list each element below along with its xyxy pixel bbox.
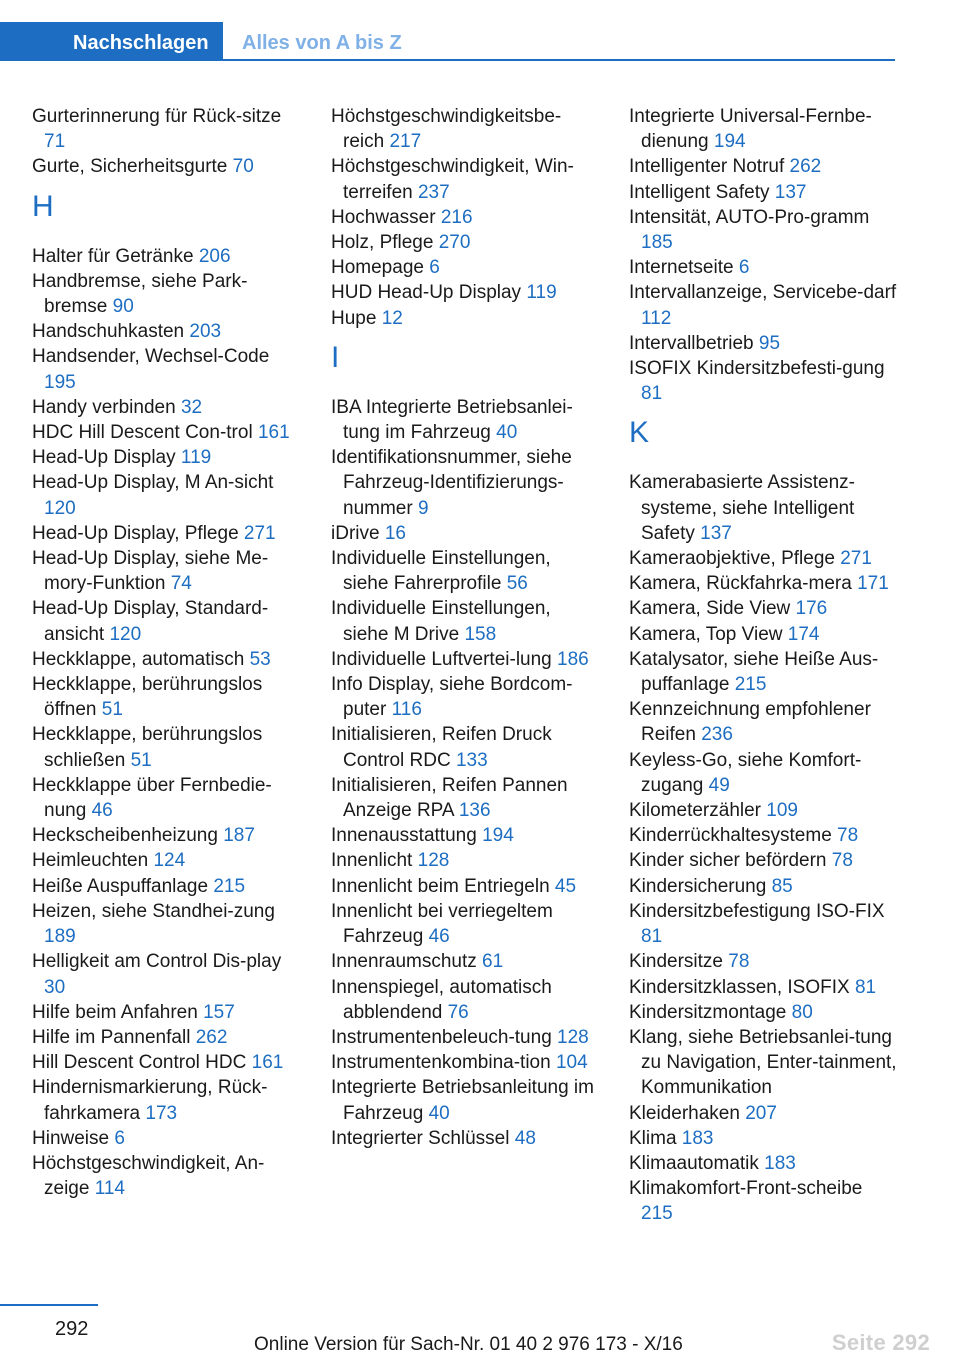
page-reference-link[interactable]: 119 (526, 282, 557, 304)
index-entry (629, 975, 897, 1000)
index-entry-term: Kleiderhaken (629, 1102, 740, 1124)
index-entry (32, 647, 302, 672)
index-entry-term: Kilometerzähler (629, 800, 761, 822)
page-reference-link[interactable]: 70 (232, 156, 254, 178)
index-entry-term: Innenraumschutz (331, 951, 477, 973)
index-entry-term: Homepage (331, 257, 424, 279)
page-reference-link[interactable]: 173 (145, 1102, 178, 1124)
page-reference-link[interactable]: 53 (249, 648, 271, 670)
page-reference-link[interactable]: 176 (795, 598, 828, 620)
index-entry-term: Höchstgeschwindigkeit, An‐zeige (32, 1152, 265, 1200)
page-reference-link[interactable]: 40 (496, 422, 518, 444)
tab-nachschlagen[interactable]: Nachschlagen (0, 22, 223, 61)
index-entry-term: Info Display, siehe Bordcom‐puter (331, 674, 573, 721)
page-reference-link[interactable]: 49 (708, 774, 730, 796)
index-entry-term: Kamerabasierte Assistenz‐systeme, siehe Intelligent Safety (629, 472, 855, 544)
page-reference-link[interactable]: 30 (44, 976, 66, 998)
page-reference-link[interactable]: 46 (428, 926, 450, 948)
index-entry (32, 848, 302, 873)
page-reference-link[interactable]: 161 (251, 1052, 284, 1074)
page-reference-link[interactable]: 124 (153, 850, 186, 872)
index-column-2 (331, 104, 601, 1151)
index-entry (629, 470, 897, 546)
index-entry (331, 773, 601, 823)
index-entry (32, 104, 302, 154)
section-letter: I (331, 340, 340, 374)
page-reference-link[interactable]: 262 (195, 1026, 228, 1048)
page-reference-link[interactable]: 90 (112, 296, 134, 318)
index-entry (629, 280, 897, 330)
index-entry (331, 975, 601, 1025)
page-reference-link[interactable]: 271 (243, 522, 276, 544)
index-entry (629, 1025, 897, 1101)
index-entry-term: Kennzeichnung empfohlener Reifen (629, 699, 871, 746)
page-reference-link[interactable]: 119 (180, 447, 212, 469)
page-reference-link[interactable]: 203 (189, 321, 222, 343)
page-reference-link[interactable]: 12 (381, 307, 403, 329)
page-reference-link[interactable]: 262 (789, 156, 822, 178)
index-entry-term: Hill Descent Control HDC (32, 1052, 247, 1074)
page-reference-link[interactable]: 206 (198, 245, 231, 267)
page-reference-link[interactable]: 215 (641, 1203, 673, 1225)
index-entry (331, 280, 601, 305)
index-entry (629, 848, 897, 873)
index-entry (32, 899, 302, 949)
page-reference-link[interactable]: 137 (700, 522, 732, 544)
page-header (0, 22, 895, 62)
index-entry-term: Kameraobjektive, Pflege (629, 548, 835, 570)
index-entry (331, 1050, 601, 1075)
index-entry (32, 1126, 302, 1151)
page-reference-link[interactable]: 46 (91, 800, 113, 822)
page-reference-link[interactable]: 183 (764, 1152, 796, 1174)
index-entry-term: Heckklappe, berührungslos öffnen (32, 674, 263, 721)
page-reference-link[interactable]: 71 (44, 131, 66, 153)
page-reference-link[interactable]: 120 (44, 497, 76, 519)
index-entry (32, 1151, 302, 1201)
index-entry (629, 748, 897, 798)
index-entry (32, 1000, 302, 1025)
index-entry-term: Hilfe im Pannenfall (32, 1026, 191, 1048)
page-reference-link[interactable]: 215 (213, 875, 246, 897)
page-reference-link[interactable]: 215 (734, 674, 767, 696)
page-reference-link[interactable]: 61 (482, 951, 504, 973)
index-entry-term: Holz, Pflege (331, 232, 434, 254)
section-letter: K (629, 416, 650, 450)
index-entry (629, 697, 897, 747)
index-entry-term: Heckklappe, berührungslos schließen (32, 724, 263, 771)
index-entry (629, 899, 897, 949)
index-entry (32, 244, 302, 269)
index-column-1 (32, 104, 302, 1201)
page-reference-link[interactable]: 271 (840, 548, 872, 570)
page-reference-link[interactable]: 48 (514, 1127, 536, 1149)
index-entry (629, 1000, 897, 1025)
page-reference-link[interactable]: 133 (455, 749, 488, 771)
index-entry (629, 1176, 897, 1226)
page-reference-link[interactable]: 16 (384, 522, 406, 544)
index-entry (32, 1025, 302, 1050)
index-entry-term: Kamera, Top View (629, 623, 783, 645)
index-entry (32, 395, 302, 420)
page-reference-link[interactable]: 187 (223, 825, 255, 847)
index-entry (32, 319, 302, 344)
index-entry (629, 874, 897, 899)
page-reference-link[interactable]: 56 (506, 573, 528, 595)
page-reference-link[interactable]: 194 (482, 825, 514, 847)
index-entry (32, 823, 302, 848)
page-reference-link[interactable]: 81 (854, 976, 877, 998)
index-entry-term: Kamera, Rückfahrka‐mera (629, 573, 852, 595)
page-reference-link[interactable]: 78 (831, 850, 853, 872)
index-entry (331, 255, 601, 280)
page-reference-link[interactable]: 116 (391, 699, 422, 721)
index-entry (331, 848, 601, 873)
page-reference-link[interactable]: 9 (417, 497, 429, 519)
index-entry (629, 622, 897, 647)
page-reference-link[interactable]: 128 (417, 850, 450, 872)
index-entry (629, 331, 897, 356)
section-letter: H (32, 189, 54, 223)
index-entry-term: Individuelle Einstellungen, siehe Fahrerprofile (331, 548, 551, 595)
page-reference-link[interactable]: 78 (837, 825, 859, 847)
page-reference-link[interactable]: 207 (745, 1102, 777, 1124)
index-entry-term: Kindersitzbefestigung ISO‐FIX (629, 900, 885, 922)
index-entry (331, 596, 601, 646)
page-reference-link[interactable]: 185 (641, 232, 673, 254)
index-entry (629, 205, 897, 255)
index-entry (331, 1075, 601, 1125)
index-entry (629, 104, 897, 154)
index-entry (331, 104, 601, 154)
index-entry-term: Innenlicht (331, 850, 413, 872)
index-entry-term: Klang, siehe Betriebsanlei‐tung zu Navigation, Enter‐tainment, Kommunikation (629, 1026, 897, 1099)
page-reference-link[interactable]: 195 (44, 371, 76, 393)
index-entry-term: Kinder sicher befördern (629, 850, 827, 872)
index-entry (331, 395, 601, 445)
index-entry (331, 205, 601, 230)
page-reference-link[interactable]: 158 (464, 623, 497, 645)
index-entry (32, 1075, 302, 1125)
index-entry-term: Innenlicht beim Entriegeln (331, 875, 550, 897)
page-reference-link[interactable]: 186 (557, 648, 589, 670)
index-entry-term: Handschuhkasten (32, 321, 185, 343)
page-reference-link[interactable]: 6 (114, 1127, 125, 1149)
index-entry-term: Klimaautomatik (629, 1152, 759, 1174)
page-reference-link[interactable]: 74 (170, 573, 192, 595)
index-entry-term: Head-Up Display, Standard‐ansicht (32, 598, 269, 645)
index-entry-term: Integrierte Betriebsanleitung im Fahrzeug (331, 1077, 594, 1124)
index-entry-term: Heckklappe über Fernbedie‐nung (32, 774, 272, 822)
index-entry-term: Initialisieren, Reifen Pannen Anzeige RPA (331, 774, 568, 822)
index-entry-term: Helligkeit am Control Dis‐play (32, 951, 282, 973)
page-reference-link[interactable]: 236 (701, 724, 733, 746)
index-entry-term: Intelligent Safety (629, 181, 770, 203)
page-reference-link[interactable]: 171 (857, 573, 889, 595)
page-reference-link[interactable]: 32 (180, 396, 203, 418)
index-entry (32, 874, 302, 899)
index-entry (32, 269, 302, 319)
index-entry-term: Innenspiegel, automatisch abblendend (331, 976, 552, 1023)
index-entry-term: HUD Head-Up Display (331, 282, 522, 304)
index-entry (629, 1126, 897, 1151)
index-entry (32, 1050, 302, 1075)
index-entry-term: Intelligenter Notruf (629, 156, 785, 178)
index-entry-term: Intervallanzeige, Servicebe‐darf (629, 282, 897, 304)
index-entry-term: Heiße Auspuffanlage (32, 875, 209, 897)
page-reference-link[interactable]: 40 (428, 1102, 450, 1124)
index-entry-term: Höchstgeschwindigkeitsbe‐reich (331, 106, 562, 153)
index-entry-term: Kindersicherung (629, 875, 767, 897)
index-entry (32, 546, 302, 596)
page-reference-link[interactable]: 80 (791, 1001, 813, 1023)
page-reference-link[interactable]: 189 (44, 926, 76, 948)
page-reference-link[interactable]: 174 (787, 623, 820, 645)
index-entry (331, 874, 601, 899)
index-entry-term: Kindersitzklassen, ISOFIX (629, 976, 850, 998)
index-entry (331, 1025, 601, 1050)
index-entry (629, 571, 897, 596)
index-entry-term: Handy verbinden (32, 396, 176, 418)
index-entry-term: Intensität, AUTO-Pro‐gramm (629, 206, 870, 228)
page-reference-link[interactable]: 45 (554, 875, 577, 897)
index-entry-term: Kindersitzmontage (629, 1001, 787, 1023)
index-entry (629, 180, 897, 205)
index-entry-term: Head-Up Display, M An‐sicht (32, 472, 274, 494)
index-entry (32, 722, 302, 772)
index-entry (32, 470, 302, 520)
index-entry-term: Halter für Getränke (32, 245, 194, 267)
tab-alles-von-a-bis-z[interactable]: Alles von A bis Z (242, 32, 402, 54)
index-entry-term: Kinderrückhaltesysteme (629, 825, 832, 847)
index-entry (32, 949, 302, 999)
index-entry (331, 230, 601, 255)
page-reference-link[interactable]: 217 (389, 131, 422, 153)
page-reference-link[interactable]: 112 (641, 307, 672, 329)
page-reference-link[interactable]: 136 (458, 800, 491, 822)
page-reference-link[interactable]: 104 (555, 1052, 588, 1074)
index-entry (629, 823, 897, 848)
index-entry (32, 420, 302, 445)
index-entry-term: Integrierte Universal-Fernbe‐dienung (629, 106, 872, 153)
index-entry-term: ISOFIX Kindersitzbefesti‐gung (629, 358, 885, 380)
index-entry (32, 344, 302, 394)
page-reference-link[interactable]: 237 (417, 181, 450, 203)
page-reference-link[interactable]: 6 (429, 257, 440, 279)
index-entry-term: Intervallbetrieb (629, 332, 754, 354)
index-entry-term: Katalysator, siehe Heiße Aus‐puffanlage (629, 648, 879, 696)
page-reference-link[interactable]: 51 (101, 699, 123, 721)
index-entry-term: Klimakomfort-Front‐scheibe (629, 1178, 863, 1200)
page-reference-link[interactable]: 76 (447, 1001, 469, 1023)
index-entry-term: Internetseite (629, 257, 734, 279)
index-entry (629, 1101, 897, 1126)
index-entry-term: Hilfe beim Anfahren (32, 1001, 198, 1023)
index-entry-term: Innenausstattung (331, 825, 477, 847)
index-entry-term: Kindersitze (629, 951, 723, 973)
index-entry (331, 722, 601, 772)
index-entry-term: Hupe (331, 307, 377, 329)
page-reference-link[interactable]: 114 (94, 1178, 125, 1200)
index-entry (629, 596, 897, 621)
page-reference-link[interactable]: 78 (728, 951, 750, 973)
index-entry-term: Handsender, Wechsel‐Code (32, 346, 270, 368)
index-entry-term: Innenlicht bei verriegeltem Fahrzeug (331, 900, 553, 948)
index-entry (331, 647, 601, 672)
index-entry-term: Heckklappe, automatisch (32, 648, 245, 670)
index-entry-term: Head-Up Display, Pflege (32, 522, 239, 544)
page-reference-link[interactable]: 183 (681, 1127, 714, 1149)
page-reference-link[interactable]: 6 (738, 257, 750, 279)
index-entry (331, 521, 601, 546)
header-rule (0, 59, 895, 61)
index-entry (331, 823, 601, 848)
index-entry-term: Höchstgeschwindigkeit, Win‐terreifen (331, 156, 574, 203)
page-reference-link[interactable]: 157 (203, 1001, 235, 1023)
index-entry (331, 306, 601, 331)
index-entry (629, 949, 897, 974)
index-entry (32, 672, 302, 722)
index-entry-term: Keyless-Go, siehe Komfort‐zugang (629, 749, 862, 796)
page-reference-link[interactable]: 81 (641, 926, 663, 948)
index-entry (331, 154, 601, 204)
index-entry-term: Hindernismarkierung, Rück‐fahrkamera (32, 1077, 268, 1124)
page-reference-link[interactable]: 109 (766, 800, 798, 822)
index-entry-term: Instrumentenbeleuch‐tung (331, 1026, 552, 1048)
index-entry (629, 798, 897, 823)
index-entry-term: Individuelle Einstellungen, siehe M Drive (331, 598, 551, 645)
watermark: Seite 292 (831, 1330, 930, 1355)
footer-rule (0, 1304, 98, 1306)
index-entry-term: Hinweise (32, 1127, 110, 1149)
index-entry (331, 899, 601, 949)
page-reference-link[interactable]: 216 (440, 206, 473, 228)
index-entry-term: Instrumentenkombina‐tion (331, 1052, 551, 1074)
index-entry (32, 596, 302, 646)
index-entry (629, 1151, 897, 1176)
index-entry-term: Heizen, siehe Standhei‐zung (32, 900, 275, 922)
index-entry-term: Heckscheibenheizung (32, 825, 218, 847)
index-entry-term: Handbremse, siehe Park‐bremse (32, 270, 248, 318)
index-entry (629, 255, 897, 280)
index-entry (32, 445, 302, 470)
index-entry (32, 521, 302, 546)
page-reference-link[interactable]: 270 (438, 232, 471, 254)
index-entry-term: Kamera, Side View (629, 598, 791, 620)
index-entry (331, 1126, 601, 1151)
index-entry (629, 647, 897, 697)
index-entry (629, 546, 897, 571)
page-reference-link[interactable]: 137 (774, 181, 807, 203)
index-entry-term: Gurterinnerung für Rück‐sitze (32, 106, 282, 127)
page-reference-link[interactable]: 81 (641, 383, 663, 405)
page-reference-link[interactable]: 161 (257, 422, 290, 444)
index-column-3 (629, 104, 897, 1227)
index-entry (32, 773, 302, 823)
index-entry-term: Head-Up Display, siehe Me‐mory-Funktion (32, 548, 269, 595)
index-entry (331, 672, 601, 722)
index-entry-term: Individuelle Luftvertei‐lung (331, 648, 552, 670)
index-entry-term: HDC Hill Descent Con‐trol (32, 422, 253, 444)
online-version-note: Online Version für Sach-Nr. 01 40 2 976 173 - X/16 (254, 1334, 683, 1355)
index-entry (331, 546, 601, 596)
index-entry (331, 445, 601, 521)
index-entry (331, 949, 601, 974)
page-reference-link[interactable]: 128 (557, 1026, 589, 1048)
index-entry-term: Initialisieren, Reifen Druck Control RDC (331, 724, 552, 771)
page-reference-link[interactable]: 194 (713, 131, 746, 153)
index-entry (629, 356, 897, 406)
index-entry-term: Heimleuchten (32, 850, 149, 872)
index-entry-term: iDrive (331, 522, 380, 544)
page-reference-link[interactable]: 95 (758, 332, 781, 354)
index-entry-term: Integrierter Schlüssel (331, 1127, 510, 1149)
page-reference-link[interactable]: 51 (130, 749, 152, 771)
index-entry-term: Klima (629, 1127, 677, 1149)
page-number: 292 (55, 1318, 89, 1340)
index-entry-term: Hochwasser (331, 206, 436, 228)
index-entry-term: Gurte, Sicherheitsgurte (32, 156, 228, 178)
page-reference-link[interactable]: 85 (771, 875, 793, 897)
index-entry (629, 154, 897, 179)
index-entry-term: Identifikationsnummer, siehe Fahrzeug-Identifizierungs‐nummer (331, 447, 572, 519)
index-entry-term: IBA Integrierte Betriebsanlei‐tung im Fahrzeug (331, 396, 573, 444)
index-entry (32, 154, 302, 179)
page-reference-link[interactable]: 120 (109, 623, 142, 645)
index-entry-term: Head-Up Display (32, 447, 176, 469)
